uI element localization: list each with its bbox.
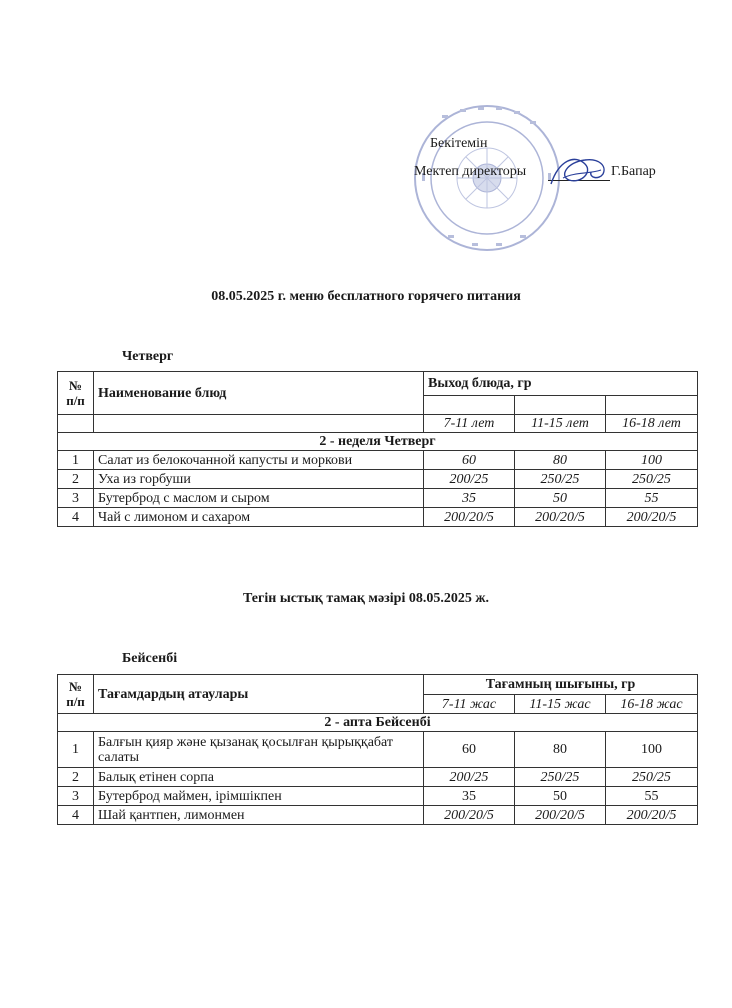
portion-11-15: 250/25 (515, 470, 606, 489)
portion-11-15: 200/20/5 (515, 508, 606, 527)
portion-16-18: 55 (606, 489, 698, 508)
ru-menu-title: 08.05.2025 г. меню бесплатного горячего питания (211, 289, 521, 304)
approved-label: Бекітемін (430, 136, 488, 151)
row-number: 1 (58, 451, 94, 470)
row-number: 2 (58, 470, 94, 489)
portion-7-11: 60 (424, 451, 515, 470)
portion-7-11: 35 (424, 787, 515, 806)
ru-age-3: 16-18 лет (606, 415, 698, 433)
kz-menu-title: Тегін ыстық тамақ мәзірі 08.05.2025 ж. (243, 591, 489, 606)
row-number: 2 (58, 768, 94, 787)
kz-age-1: 7-11 жас (424, 695, 515, 714)
portion-7-11: 200/20/5 (424, 508, 515, 527)
table-row (58, 489, 698, 508)
portion-11-15: 80 (515, 732, 606, 768)
portion-7-11: 35 (424, 489, 515, 508)
ru-week-row (58, 433, 698, 451)
ru-age-1: 7-11 лет (424, 415, 515, 433)
kz-week-label: 2 - апта Бейсенбі (58, 714, 698, 732)
ru-age-row (58, 415, 698, 433)
kz-age-2: 11-15 жас (515, 695, 606, 714)
dish-name: Балғын қияр және қызанақ қосылған қырыққабат салаты (94, 732, 424, 768)
table-row (58, 732, 698, 768)
ru-day-label: Четверг (122, 349, 174, 364)
row-number: 1 (58, 732, 94, 768)
kz-menu-table (57, 674, 698, 825)
table-row (58, 470, 698, 489)
row-number: 4 (58, 806, 94, 825)
table-row (58, 451, 698, 470)
portion-16-18: 55 (606, 787, 698, 806)
kz-header-num: № п/п (58, 675, 94, 714)
portion-16-18: 250/25 (606, 768, 698, 787)
kz-header-name: Тағамдардың атаулары (94, 675, 424, 714)
row-number: 3 (58, 787, 94, 806)
row-number: 4 (58, 508, 94, 527)
kz-day-label: Бейсенбі (122, 651, 178, 666)
dish-name: Бутерброд маймен, ірімшікпен (94, 787, 424, 806)
portion-16-18: 250/25 (606, 470, 698, 489)
kz-week-row (58, 714, 698, 732)
ru-age-2: 11-15 лет (515, 415, 606, 433)
ru-header-row (58, 372, 698, 396)
dish-name: Уха из горбуши (94, 470, 424, 489)
portion-11-15: 200/20/5 (515, 806, 606, 825)
kz-header-output: Тағамның шығыны, гр (424, 675, 698, 695)
kz-age-3: 16-18 жас (606, 695, 698, 714)
dish-name: Салат из белокочанной капусты и моркови (94, 451, 424, 470)
portion-7-11: 200/20/5 (424, 806, 515, 825)
director-signature (545, 150, 615, 196)
portion-16-18: 200/20/5 (606, 508, 698, 527)
director-name: Г.Бапар (611, 164, 656, 179)
ru-header-name: Наименование блюд (94, 372, 424, 415)
portion-16-18: 100 (606, 732, 698, 768)
ru-menu-table (57, 371, 698, 527)
dish-name: Чай с лимоном и сахаром (94, 508, 424, 527)
table-row (58, 768, 698, 787)
kz-header-row (58, 675, 698, 695)
portion-16-18: 200/20/5 (606, 806, 698, 825)
dish-name: Шай қантпен, лимонмен (94, 806, 424, 825)
ru-header-output: Выход блюда, гр (424, 372, 698, 396)
portion-11-15: 250/25 (515, 768, 606, 787)
table-row (58, 787, 698, 806)
director-label: Мектеп директоры (414, 164, 527, 179)
row-number: 3 (58, 489, 94, 508)
portion-7-11: 60 (424, 732, 515, 768)
ru-week-label: 2 - неделя Четверг (58, 433, 698, 451)
ru-header-num: № п/п (58, 372, 94, 415)
portion-11-15: 50 (515, 489, 606, 508)
dish-name: Бутерброд с маслом и сыром (94, 489, 424, 508)
table-row (58, 806, 698, 825)
portion-11-15: 80 (515, 451, 606, 470)
portion-7-11: 200/25 (424, 470, 515, 489)
portion-7-11: 200/25 (424, 768, 515, 787)
portion-11-15: 50 (515, 787, 606, 806)
approval-block (0, 0, 732, 260)
portion-16-18: 100 (606, 451, 698, 470)
dish-name: Балық етінен сорпа (94, 768, 424, 787)
table-row (58, 508, 698, 527)
